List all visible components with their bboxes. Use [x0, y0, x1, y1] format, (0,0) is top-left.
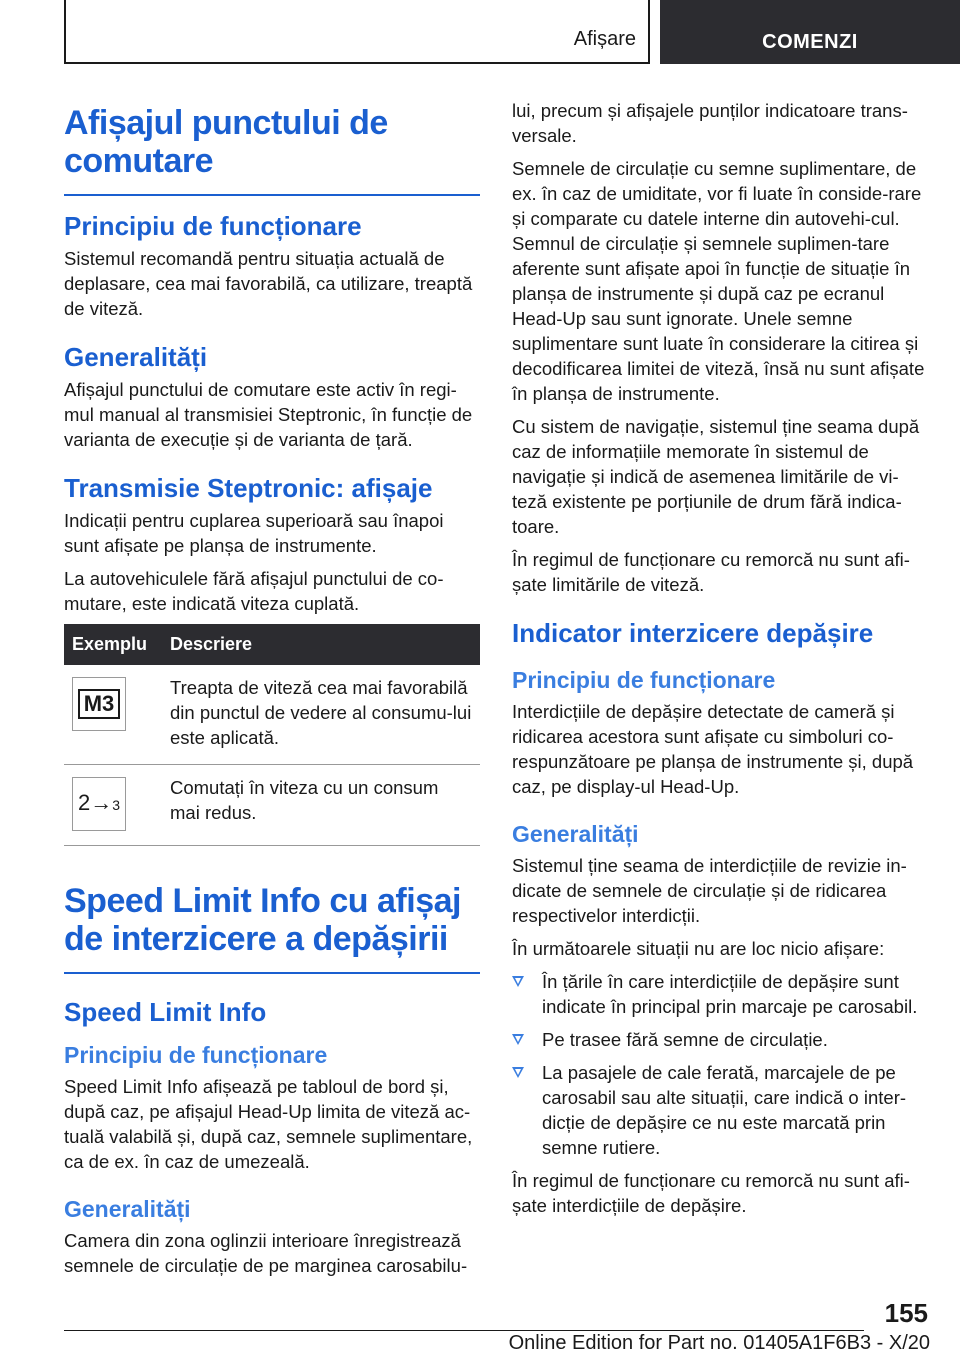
paragraph: Camera din zona oglinzii interioare înregistrează semnele de circulație de pe marginea carosabilu-	[64, 1230, 468, 1276]
bullet-list	[512, 969, 928, 1160]
paragraph: Interdicțiile de depășire detectate de cameră și ridicarea acestora sunt afișate cu simboluri co-respunzătoare pe planșa de instrumente și, după caz, pe display-ul Head-Up.	[512, 701, 914, 797]
heading-general: Generalități	[64, 342, 208, 372]
triangle-bullet-icon	[512, 1034, 524, 1045]
paragraph: Semnele de circulație cu semne suplimentare, de ex. în caz de umiditate, vor fi luate în conside-rare și comparate cu datele interne din autovehi-cul. Semnul de circulație și semnele suplimen-tare aferente sunt afișate apoi în funcție de situație în planșa de instrumente și după caz pe ecranul Head-Up sau sunt ignorate. Unele semne suplimentare sunt luate în considerare la citirea și decodificarea limitei de viteză, însă nu sunt afișate în planșa de instrumente.	[512, 158, 925, 404]
list-item: În țările în care interdicțiile de depășire sunt indicate în principal prin marcaje pe carosabil.	[512, 969, 928, 1019]
page-number: 155	[884, 1298, 928, 1328]
paragraph: Cu sistem de navigație, sistemul ține seama după caz de informațiile memorate în sistemul de navigație și indică de asemenea limitările de vi-teză existente pe porțiunile de drum fără indica-toare.	[512, 416, 920, 537]
heading-no-overtaking-indicator: Indicator interzicere depășire	[512, 618, 874, 648]
paragraph: La autovehiculele fără afișajul punctului de co-mutare, este indicată viteza cuplată.	[64, 568, 444, 614]
table-row	[64, 765, 480, 846]
header-section-title: Afișare	[573, 28, 636, 50]
paragraph: În regimul de funcționare cu remorcă nu sunt afi-șate limitările de viteză.	[512, 549, 910, 595]
table-cell-description: Comutați în viteza cu un consum mai redus.	[162, 765, 480, 846]
paragraph: Afișajul punctului de comutare este activ în regi-mul manual al transmisiei Steptronic, în funcție de varianta de execuție și de varianta de țară.	[64, 379, 473, 450]
paragraph: Speed Limit Info afișează pe tabloul de bord și, după caz, pe afișajul Head-Up limita de viteză ac-tuală valabilă și, după caz, semnele suplimentare, ca de ex. în caz de umezeală.	[64, 1076, 473, 1172]
heading-steptronic-displays: Transmisie Steptronic: afișaje	[64, 473, 433, 503]
table-header-description: Descriere	[162, 624, 480, 665]
triangle-bullet-icon	[512, 1067, 524, 1078]
example-table	[64, 624, 480, 846]
header-rule-divider	[648, 0, 650, 64]
footer-rule	[64, 1330, 864, 1331]
gear-m3-icon: M3	[72, 677, 126, 731]
paragraph: lui, precum și afișajele punților indicatoare trans-versale.	[512, 100, 908, 146]
heading-principle: Principiu de funcționare	[512, 667, 776, 693]
table-header-example: Exemplu	[64, 624, 162, 665]
shift-up-arrow-icon: 2→3	[72, 777, 126, 831]
heading-general: Generalități	[512, 821, 639, 847]
paragraph: În regimul de funcționare cu remorcă nu sunt afi-șate interdicțiile de depășire.	[512, 1170, 910, 1216]
heading-principle: Principiu de funcționare	[64, 1042, 328, 1068]
table-row	[64, 665, 480, 765]
heading-speed-limit-info: Speed Limit Info cu afișaj de interzicere a depășirii	[64, 882, 461, 958]
left-column	[64, 104, 480, 1286]
triangle-bullet-icon	[512, 976, 524, 987]
heading-principle: Principiu de funcționare	[64, 211, 362, 241]
paragraph: Indicații pentru cuplarea superioară sau înapoi sunt afișate pe planșa de instrumente.	[64, 510, 444, 556]
heading-rule	[64, 194, 480, 196]
heading-general: Generalități	[64, 1196, 191, 1222]
paragraph: În următoarele situații nu are loc nicio afișare:	[512, 938, 885, 959]
footer-edition: Online Edition for Part no. 01405A1F6B3 - X/20	[508, 1332, 930, 1354]
header-rule-bottom	[64, 62, 650, 64]
list-item: La pasajele de cale ferată, marcajele de pe carosabil sau alte situații, care indică o inter-dicție de depășire ce nu este marcată prin semne rutiere.	[512, 1060, 928, 1160]
header-chapter-tab: COMENZI	[660, 0, 960, 64]
list-item: Pe trasee fără semne de circulație.	[512, 1027, 928, 1052]
table-cell-description: Treapta de viteză cea mai favorabilă din punctul de vedere al consumu-lui este aplicată.	[162, 665, 480, 765]
right-column	[512, 98, 928, 1226]
header-rule-left	[64, 0, 66, 64]
heading-speed-limit-info-sub: Speed Limit Info	[64, 997, 267, 1027]
paragraph: Sistemul ține seama de interdicțiile de revizie in-dicate de semnele de circulație și de ridicarea respectivelor interdicții.	[512, 855, 907, 926]
heading-rule	[64, 972, 480, 974]
paragraph: Sistemul recomandă pentru situația actuală de deplasare, cea mai favorabilă, ca utilizare, treaptă de viteză.	[64, 248, 473, 319]
heading-switch-point-display: Afișajul punctului de comutare	[64, 104, 388, 180]
